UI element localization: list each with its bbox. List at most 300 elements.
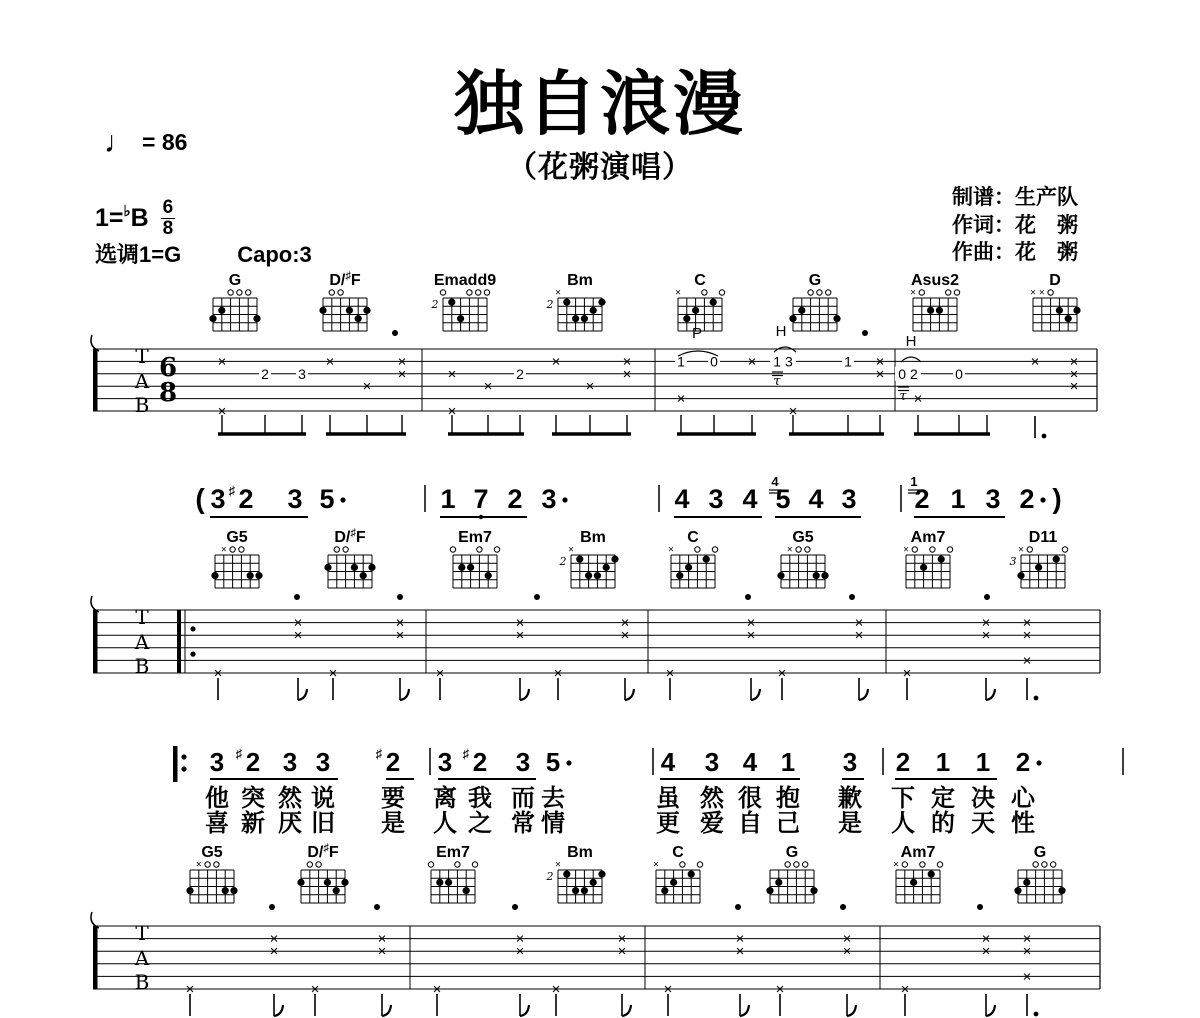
tab-x-notehead: × bbox=[1069, 378, 1079, 396]
grace-note: 4 bbox=[771, 474, 779, 489]
jianpu-note: 2 bbox=[245, 747, 261, 777]
open-string-mark bbox=[902, 862, 907, 867]
tab-x-notehead: × bbox=[875, 365, 885, 383]
tab-fret-number: 0 2 bbox=[898, 365, 918, 382]
finger-dot bbox=[563, 299, 570, 306]
system-bar bbox=[93, 349, 98, 412]
tab-fret-number: 2 bbox=[261, 365, 269, 382]
open-string-mark bbox=[455, 862, 460, 867]
chord-diagram-Bm bbox=[546, 844, 606, 903]
tab-x-notehead: × bbox=[981, 614, 991, 632]
finger-dot bbox=[611, 556, 618, 563]
finger-dot bbox=[355, 315, 362, 322]
finger-dot bbox=[775, 879, 782, 886]
paren: ) bbox=[1052, 483, 1062, 514]
finger-dot bbox=[485, 572, 492, 579]
chord-diagram-DF bbox=[319, 270, 370, 331]
time-sig-den: 8 bbox=[158, 378, 178, 408]
tab-x-notehead: × bbox=[269, 943, 279, 961]
open-string-mark bbox=[794, 862, 799, 867]
chord-name: D11 bbox=[1028, 529, 1058, 546]
chord-name: C bbox=[687, 529, 699, 546]
finger-dot bbox=[363, 307, 370, 314]
chord-diagram-G5 bbox=[777, 529, 828, 588]
jianpu-note: 2 bbox=[1019, 484, 1035, 514]
eighth-flag bbox=[625, 689, 634, 700]
muted-string-mark: × bbox=[555, 287, 561, 299]
chord-name: Am7 bbox=[900, 844, 936, 861]
tab-staff-1 bbox=[91, 323, 1097, 438]
open-string-mark bbox=[954, 290, 959, 295]
finger-dot bbox=[938, 556, 945, 563]
tab-fret-number: 0 bbox=[710, 353, 718, 370]
tab-x-notehead: × bbox=[1069, 353, 1079, 371]
finger-dot bbox=[1056, 307, 1063, 314]
credit-arranger: 制谱：生产队 bbox=[952, 186, 1078, 209]
meter-numerator: 6 bbox=[162, 197, 174, 218]
open-string-mark bbox=[719, 290, 724, 295]
finger-dot bbox=[253, 315, 260, 322]
open-string-mark bbox=[205, 862, 210, 867]
tab-x-notehead: × bbox=[617, 943, 627, 961]
tau-mark: τ bbox=[899, 389, 907, 404]
tab-x-notehead: × bbox=[747, 353, 757, 371]
fret-position-number: 2 bbox=[546, 870, 554, 883]
eighth-flag bbox=[400, 689, 409, 700]
jianpu-note: 1 bbox=[440, 484, 456, 514]
tab-x-notehead: × bbox=[900, 981, 910, 998]
finger-dot bbox=[341, 879, 348, 886]
chord-name: Em7 bbox=[436, 844, 470, 861]
finger-dot bbox=[1073, 307, 1080, 314]
finger-dot bbox=[590, 307, 597, 314]
open-string-mark bbox=[695, 547, 700, 552]
chord-diagram-C bbox=[675, 272, 725, 331]
lyric-char: 人 bbox=[433, 810, 457, 837]
lyric-char: 我 bbox=[468, 785, 492, 812]
chord-name: Bm bbox=[580, 529, 606, 546]
finger-dot bbox=[1035, 564, 1042, 571]
chord-row bbox=[186, 842, 1065, 910]
verse-block bbox=[173, 746, 1123, 837]
lyric-char: 他 bbox=[205, 785, 229, 812]
tab-x-notehead: × bbox=[1022, 614, 1032, 632]
tab-x-notehead: × bbox=[676, 390, 686, 408]
tab-letter: B bbox=[134, 970, 150, 994]
muted-string-mark: × bbox=[668, 544, 674, 556]
muted-string-mark: × bbox=[1018, 544, 1024, 556]
capo-label: Capo:3 bbox=[237, 242, 312, 267]
chord-diagram-C bbox=[668, 529, 718, 588]
tab-x-notehead: × bbox=[746, 614, 756, 632]
eighth-flag bbox=[859, 689, 868, 700]
sharp-icon: ♯ bbox=[235, 746, 243, 761]
lyric-char: 爱 bbox=[700, 810, 724, 837]
chord-name: Bm bbox=[567, 844, 593, 861]
rhythm-dot bbox=[745, 594, 751, 600]
open-string-mark bbox=[440, 290, 445, 295]
dotted-note-dot bbox=[1034, 1012, 1039, 1017]
finger-dot bbox=[685, 564, 692, 571]
tab-x-notehead: × bbox=[788, 403, 798, 420]
finger-dot bbox=[324, 564, 331, 571]
tab-x-notehead: × bbox=[515, 627, 525, 645]
lyric-char: 去 bbox=[541, 785, 565, 812]
open-string-mark bbox=[228, 290, 233, 295]
eighth-flag bbox=[986, 1005, 995, 1016]
rhythm-dot bbox=[977, 904, 983, 910]
chord-diagram-G5 bbox=[186, 844, 237, 903]
sharp-icon: ♯ bbox=[228, 483, 236, 498]
finger-dot bbox=[346, 307, 353, 314]
finger-dot bbox=[798, 307, 805, 314]
tab-x-notehead: × bbox=[483, 378, 493, 396]
tab-x-notehead: × bbox=[617, 930, 627, 948]
open-string-mark bbox=[329, 290, 334, 295]
tab-x-notehead: × bbox=[293, 627, 303, 645]
tab-x-notehead: × bbox=[1069, 365, 1079, 383]
finger-dot bbox=[703, 556, 710, 563]
chord-row bbox=[211, 527, 1067, 600]
finger-dot bbox=[457, 315, 464, 322]
jianpu-note: 3 bbox=[842, 747, 858, 777]
key-letter: B bbox=[130, 203, 149, 232]
finger-dot bbox=[766, 887, 773, 894]
muted-string-mark: × bbox=[1038, 287, 1045, 299]
tab-x-notehead: × bbox=[551, 981, 561, 998]
quarter-note-icon: ♩ bbox=[104, 126, 134, 159]
jianpu-note: 4 bbox=[742, 484, 758, 514]
tab-x-notehead: × bbox=[620, 627, 630, 645]
tab-x-notehead: × bbox=[981, 943, 991, 961]
finger-dot bbox=[368, 564, 375, 571]
jianpu-note: 3 bbox=[985, 484, 1001, 514]
dotted-note-dot bbox=[1034, 696, 1039, 701]
system-bar bbox=[93, 926, 98, 990]
tab-letter: A bbox=[134, 630, 150, 654]
jianpu-note: 5 bbox=[775, 484, 791, 514]
jianpu-note: 5 bbox=[545, 747, 561, 777]
rhythm-dot bbox=[984, 594, 990, 600]
page-title: 独自浪漫 bbox=[454, 65, 746, 143]
open-string-mark bbox=[785, 862, 790, 867]
jianpu-note: 3 bbox=[315, 747, 331, 777]
muted-string-mark: × bbox=[893, 859, 899, 871]
finger-dot bbox=[218, 307, 225, 314]
page-subtitle: （花粥演唱） bbox=[507, 151, 693, 184]
open-string-mark bbox=[214, 862, 219, 867]
tab-letter: A bbox=[134, 369, 150, 393]
muted-string-mark: × bbox=[568, 544, 574, 556]
lyric-char: 歉 bbox=[838, 785, 862, 812]
finger-dot bbox=[467, 564, 474, 571]
finger-dot bbox=[572, 887, 579, 894]
key-prefix: 1= bbox=[95, 203, 124, 232]
finger-dot bbox=[333, 887, 340, 894]
chord-diagram-G bbox=[1014, 844, 1065, 903]
finger-dot bbox=[1065, 315, 1072, 322]
finger-dot bbox=[789, 315, 796, 322]
tab-letter: T bbox=[135, 605, 149, 629]
open-string-mark bbox=[702, 290, 707, 295]
open-string-mark bbox=[477, 547, 482, 552]
tab-x-notehead: × bbox=[377, 930, 387, 948]
jianpu-note: 4 bbox=[808, 484, 824, 514]
intro-melody-line bbox=[195, 474, 1061, 519]
tab-x-notehead: × bbox=[1022, 930, 1032, 948]
lyric-char: 要 bbox=[381, 785, 405, 812]
jianpu-note: 7 bbox=[473, 484, 489, 514]
tab-x-notehead: × bbox=[447, 403, 457, 420]
rhythm-dot bbox=[735, 904, 741, 910]
lyric-char: 突 bbox=[241, 785, 265, 812]
technique-label: P bbox=[691, 325, 703, 342]
chord-name: G bbox=[808, 272, 822, 289]
open-string-mark bbox=[826, 290, 831, 295]
tab-fret-number: 2 bbox=[516, 365, 524, 382]
tempo-value: = 86 bbox=[142, 129, 188, 155]
jianpu-note: 3 bbox=[541, 484, 557, 514]
credit-composer: 作曲：花 粥 bbox=[952, 241, 1078, 264]
lyric-char: 下 bbox=[891, 785, 915, 812]
open-string-mark bbox=[1027, 547, 1032, 552]
finger-dot bbox=[590, 879, 597, 886]
finger-dot bbox=[683, 315, 690, 322]
technique-label: H bbox=[775, 323, 787, 340]
open-string-mark bbox=[937, 862, 942, 867]
open-string-mark bbox=[817, 290, 822, 295]
tab-fret-number: 1 bbox=[844, 353, 852, 370]
finger-dot bbox=[230, 887, 237, 894]
chord-name: G5 bbox=[201, 844, 223, 861]
finger-dot bbox=[324, 879, 331, 886]
chord-name: C bbox=[694, 272, 706, 289]
finger-dot bbox=[351, 564, 358, 571]
tab-x-notehead: × bbox=[217, 403, 227, 420]
chord-diagram-Am7 bbox=[903, 529, 953, 588]
jianpu-note: 3 bbox=[282, 747, 298, 777]
chord-diagram-G bbox=[789, 272, 840, 331]
rhythm-dot bbox=[397, 594, 403, 600]
chord-name: D/♯F bbox=[329, 270, 361, 289]
fret-position-number: 3 bbox=[1009, 555, 1017, 568]
fret-position-number: 2 bbox=[431, 298, 439, 311]
dotted-note-dot bbox=[1042, 434, 1047, 439]
finger-dot bbox=[670, 879, 677, 886]
open-string-mark bbox=[484, 290, 489, 295]
tab-x-notehead: × bbox=[981, 627, 991, 645]
finger-dot bbox=[927, 307, 934, 314]
tab-x-notehead: × bbox=[310, 981, 320, 998]
open-string-mark bbox=[230, 547, 235, 552]
tab-x-notehead: × bbox=[735, 930, 745, 948]
jianpu-note: 2 bbox=[472, 747, 488, 777]
open-string-mark bbox=[476, 290, 481, 295]
tab-x-notehead: × bbox=[515, 614, 525, 632]
tau-mark: τ bbox=[773, 374, 781, 389]
jianpu-note: 2 bbox=[895, 747, 911, 777]
finger-dot bbox=[1058, 887, 1065, 894]
jianpu-note: 2 bbox=[385, 747, 401, 777]
chord-row bbox=[209, 270, 1080, 336]
finger-dot bbox=[676, 572, 683, 579]
chord-diagram-D11 bbox=[1010, 529, 1068, 588]
chord-diagram-DF bbox=[297, 842, 348, 903]
lyric-char: 更 bbox=[656, 810, 680, 837]
open-string-mark bbox=[712, 547, 717, 552]
finger-dot bbox=[910, 879, 917, 886]
chord-name: D/♯F bbox=[334, 527, 366, 546]
tab-x-notehead: × bbox=[397, 353, 407, 371]
tab-x-notehead: × bbox=[1030, 353, 1040, 371]
lyric-char: 是 bbox=[381, 810, 405, 837]
lyric-char: 常 bbox=[511, 810, 535, 837]
tab-x-notehead: × bbox=[395, 627, 405, 645]
rhythm-dot bbox=[269, 904, 275, 910]
chord-name: Bm bbox=[567, 272, 593, 289]
eighth-flag bbox=[751, 689, 760, 700]
muted-string-mark: × bbox=[653, 859, 659, 871]
jianpu-note: 2 bbox=[914, 484, 930, 514]
lyric-char: 旧 bbox=[311, 810, 335, 837]
alt-key: 选调1=G bbox=[95, 242, 182, 267]
repeat-thick-bar bbox=[177, 610, 181, 673]
tab-x-notehead: × bbox=[1022, 652, 1032, 670]
repeat-dot bbox=[190, 652, 195, 657]
lyric-char: 心 bbox=[1011, 785, 1035, 812]
finger-dot bbox=[255, 572, 262, 579]
open-string-mark bbox=[947, 547, 952, 552]
lyric-char: 然 bbox=[700, 785, 724, 812]
open-string-mark bbox=[919, 290, 924, 295]
time-sig-num: 6 bbox=[158, 353, 178, 383]
finger-dot bbox=[936, 307, 943, 314]
tab-fret-number: 3 bbox=[298, 365, 306, 382]
tab-x-notehead: × bbox=[1022, 943, 1032, 961]
chord-name: G bbox=[228, 272, 242, 289]
finger-dot bbox=[1017, 572, 1024, 579]
open-string-mark bbox=[450, 547, 455, 552]
open-string-mark bbox=[472, 862, 477, 867]
lyric-char: 定 bbox=[931, 785, 955, 812]
lyric-char: 决 bbox=[971, 785, 995, 812]
finger-dot bbox=[576, 556, 583, 563]
tab-staff-3 bbox=[91, 912, 1100, 1016]
open-string-mark bbox=[1042, 862, 1047, 867]
repeat-dot bbox=[190, 626, 195, 631]
meter-denominator: 8 bbox=[162, 217, 174, 239]
chord-name: G5 bbox=[792, 529, 814, 546]
tab-x-notehead: × bbox=[213, 665, 223, 682]
chord-diagram-G bbox=[209, 272, 260, 331]
tab-x-notehead: × bbox=[435, 665, 445, 682]
finger-dot bbox=[1014, 887, 1021, 894]
tab-letter: T bbox=[135, 344, 149, 368]
dotted-note-dot bbox=[1040, 497, 1045, 502]
chord-name: C bbox=[672, 844, 684, 861]
finger-dot bbox=[445, 879, 452, 886]
technique-label: H bbox=[905, 333, 917, 350]
tab-x-notehead: × bbox=[553, 665, 563, 682]
muted-string-mark: × bbox=[220, 544, 227, 556]
chord-diagram-Asus2 bbox=[910, 272, 960, 331]
tab-letter: B bbox=[134, 654, 150, 678]
lyric-char: 新 bbox=[241, 810, 265, 837]
dotted-note-dot bbox=[562, 497, 567, 502]
open-string-mark bbox=[494, 547, 499, 552]
chord-name: G bbox=[785, 844, 799, 861]
finger-dot bbox=[458, 564, 465, 571]
jianpu-note: 3 bbox=[287, 484, 303, 514]
tab-x-notehead: × bbox=[746, 627, 756, 645]
lyric-char: 然 bbox=[278, 785, 302, 812]
tab-x-notehead: × bbox=[395, 614, 405, 632]
finger-dot bbox=[436, 879, 443, 886]
chord-name: G5 bbox=[226, 529, 248, 546]
dotted-note-dot bbox=[340, 497, 345, 502]
finger-dot bbox=[448, 299, 455, 306]
muted-string-mark: × bbox=[903, 544, 909, 556]
chord-name: Am7 bbox=[910, 529, 946, 546]
tab-fret-number: 1 bbox=[677, 353, 685, 370]
lyric-char: 自 bbox=[738, 810, 762, 837]
tab-x-notehead: × bbox=[432, 981, 442, 998]
credit-lyricist: 作词：花 粥 bbox=[952, 213, 1078, 237]
finger-dot bbox=[209, 315, 216, 322]
repeat-dot bbox=[181, 766, 186, 771]
tab-x-notehead: × bbox=[1022, 627, 1032, 645]
tab-letter: T bbox=[135, 921, 149, 945]
tab-x-notehead: × bbox=[515, 943, 525, 961]
tab-x-notehead: × bbox=[735, 943, 745, 961]
open-string-mark bbox=[246, 290, 251, 295]
tab-x-notehead: × bbox=[185, 981, 195, 998]
finger-dot bbox=[585, 572, 592, 579]
open-string-mark bbox=[467, 290, 472, 295]
open-string-mark bbox=[803, 862, 808, 867]
jianpu-note: 3 bbox=[708, 484, 724, 514]
open-string-mark bbox=[1062, 547, 1067, 552]
tab-staff-2 bbox=[91, 596, 1100, 700]
jianpu-note: 2 bbox=[1015, 747, 1031, 777]
open-string-mark bbox=[239, 547, 244, 552]
muted-string-mark: × bbox=[195, 859, 202, 871]
finger-dot bbox=[1023, 879, 1030, 886]
tab-x-notehead: × bbox=[775, 981, 785, 998]
chord-diagram-G5 bbox=[211, 529, 262, 588]
jianpu-note: 3 bbox=[437, 747, 453, 777]
tab-x-notehead: × bbox=[620, 614, 630, 632]
eighth-flag bbox=[274, 1005, 283, 1016]
finger-dot bbox=[920, 564, 927, 571]
tab-x-notehead: × bbox=[854, 614, 864, 632]
finger-dot bbox=[222, 887, 229, 894]
open-string-mark bbox=[930, 547, 935, 552]
tab-x-notehead: × bbox=[875, 353, 885, 371]
rhythm-dot bbox=[534, 594, 540, 600]
tab-letter: A bbox=[134, 946, 150, 970]
chord-name: D bbox=[1049, 272, 1061, 289]
lyric-char: 很 bbox=[738, 785, 762, 812]
eighth-flag bbox=[382, 1005, 391, 1016]
rhythm-dot bbox=[512, 904, 518, 910]
tab-x-notehead: × bbox=[328, 665, 338, 682]
muted-string-mark: × bbox=[555, 859, 561, 871]
tab-x-notehead: × bbox=[515, 930, 525, 948]
open-string-mark bbox=[808, 290, 813, 295]
open-string-mark bbox=[343, 547, 348, 552]
open-string-mark bbox=[316, 862, 321, 867]
